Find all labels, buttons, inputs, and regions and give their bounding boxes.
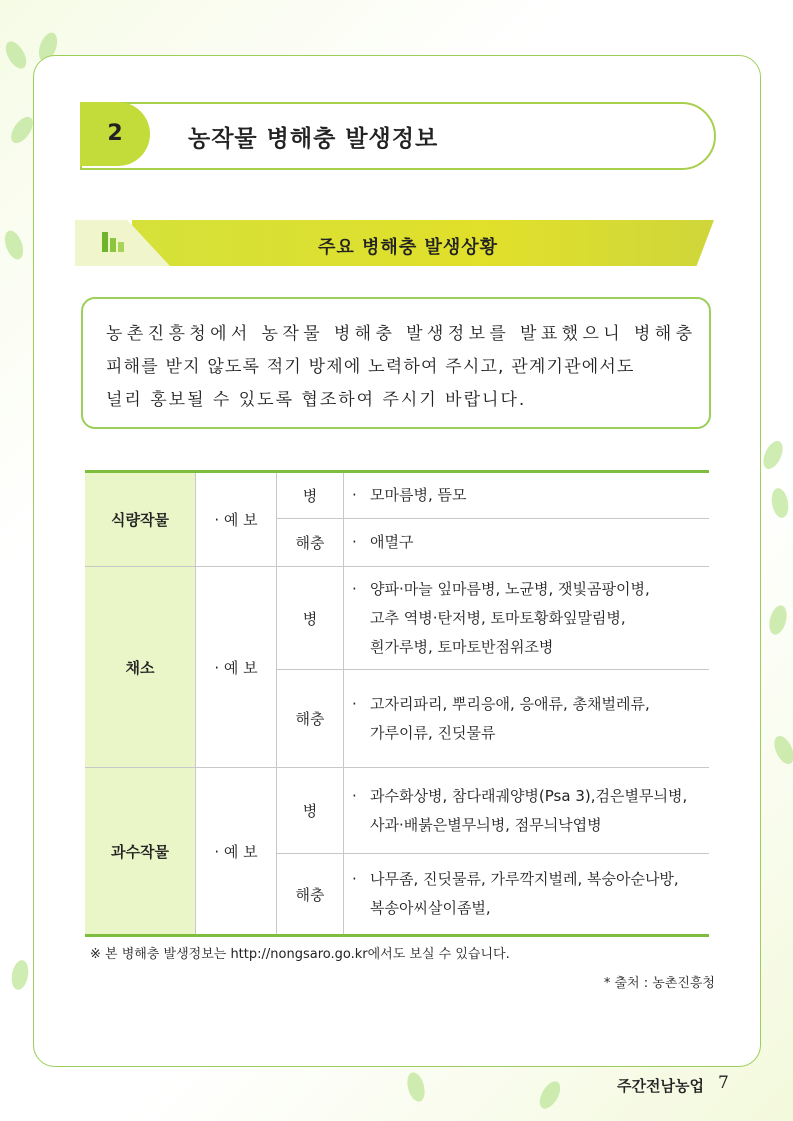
detail-cell: [344, 519, 710, 567]
kind-cell: 해충: [277, 670, 344, 768]
bullet: ·: [352, 486, 357, 504]
detail-cell: [344, 567, 710, 670]
forecast-cell: · 예 보: [196, 768, 277, 936]
bullet: ·: [352, 533, 357, 551]
decorative-leaf: [536, 1078, 565, 1112]
detail-line: 양파·마늘 잎마름병, 노균병, 잿빛곰팡이병,: [370, 579, 650, 598]
decorative-leaf: [766, 603, 789, 636]
section-title: 농작물 병해충 발생정보: [188, 126, 439, 152]
publication-name: 주간전남농업: [617, 1077, 704, 1095]
pest-table: [85, 470, 709, 937]
detail-line: 사과·배붉은별무늬병, 점무늬낙엽병: [370, 815, 602, 834]
bullet: ·: [352, 870, 357, 888]
page-number: 7: [718, 1073, 729, 1093]
crop-cell: 채소: [85, 567, 196, 768]
source-note: * 출처 : 농촌진흥청: [603, 976, 715, 991]
detail-cell: [344, 854, 710, 936]
forecast-cell: · 예 보: [196, 472, 277, 567]
detail-line: 고추 역병·탄저병, 토마토황화잎말림병,: [370, 608, 626, 627]
bullet: ·: [352, 786, 357, 805]
notice-line: 농촌진흥청에서 농작물 병해충 발생정보를 발표했으니 병해충: [106, 324, 697, 344]
decorative-leaf: [770, 733, 793, 767]
bar-chart-icon: [102, 232, 128, 252]
notice-line: 피해를 받지 않도록 적기 방제에 노력하여 주시고, 관계기관에서도: [106, 357, 635, 377]
detail-line: 과수화상병, 참다래궤양병(Psa 3),검은별무늬병,: [370, 786, 688, 805]
detail-line: 복송아씨살이좀벌,: [370, 899, 491, 917]
detail-line: 가루이류, 진딧물류: [370, 723, 496, 742]
table-row: [85, 472, 709, 519]
kind-cell: 해충: [277, 854, 344, 936]
kind-cell: 해충: [277, 519, 344, 567]
notice-box: [81, 297, 711, 429]
kind-cell: 병: [277, 768, 344, 854]
notice-line: 널리 홍보될 수 있도록 협조하여 주시기 바랍니다.: [106, 390, 527, 410]
subsection-title: 주요 병해충 발생상황: [318, 237, 499, 258]
detail-cell: [344, 472, 710, 519]
decorative-leaf: [1, 228, 26, 262]
decorative-leaf: [10, 959, 31, 991]
crop-cell: 과수작물: [85, 768, 196, 936]
section-number: 2: [80, 102, 150, 166]
detail-line: 나무좀, 진딧물류, 가루깍지벌레, 복숭아순나방,: [370, 870, 679, 888]
table-row: [85, 768, 709, 854]
detail-cell: [344, 768, 710, 854]
crop-cell: 식량작물: [85, 472, 196, 567]
decorative-leaf: [2, 38, 31, 72]
footnote: ※ 본 병해충 발생정보는 http://nongsaro.go.kr에서도 보실 수 있습니다.: [90, 947, 510, 962]
detail-cell: [344, 670, 710, 768]
kind-cell: 병: [277, 567, 344, 670]
detail-line: 모마름병, 뜸모: [370, 486, 467, 504]
bullet: ·: [352, 694, 357, 713]
decorative-leaf: [404, 1070, 427, 1103]
decorative-leaf: [770, 487, 791, 519]
decorative-leaf: [759, 438, 786, 472]
detail-line: 애멸구: [370, 533, 414, 551]
bullet: ·: [352, 579, 357, 598]
table-row: [85, 567, 709, 670]
detail-line: 흰가루병, 토마토반점위조병: [370, 637, 554, 656]
kind-cell: 병: [277, 472, 344, 519]
forecast-cell: · 예 보: [196, 567, 277, 768]
detail-line: 고자리파리, 뿌리응애, 응애류, 총채벌레류,: [370, 694, 650, 713]
